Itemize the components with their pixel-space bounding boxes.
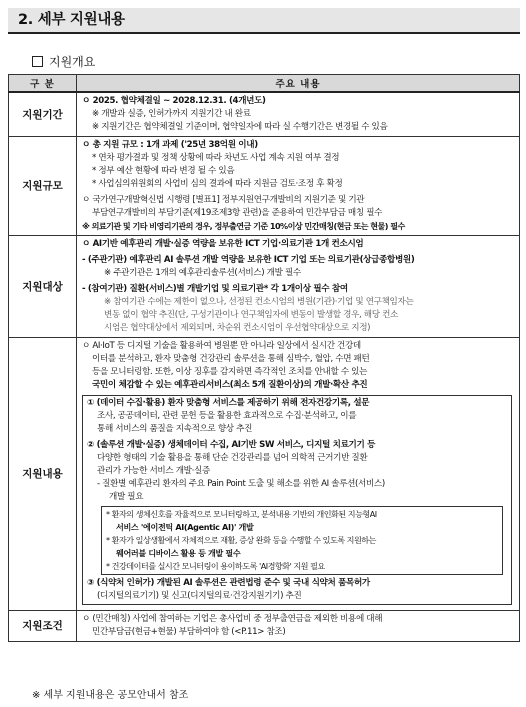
solution-item: 관리가 가능한 서비스 개발·실증 (97, 465, 210, 476)
data-item: 조사, 공공데이터, 관련 문헌 등을 활용한 효과적으로 수집·분석하고, 이를 (97, 410, 357, 421)
example-item: 웨어러블 디바이스 활용 등 개발 필수 (116, 547, 241, 558)
condition-line: ㅇ (민간매칭) 사업에 참여하는 기업은 총사업비 중 정부출연금을 제외한 비용에 대해 (82, 613, 383, 624)
support-overview-table (8, 74, 520, 642)
table-row-period (9, 92, 520, 137)
solution-item: 개발 필요 (109, 491, 144, 502)
solution-item: ② (솔루션 개발·실증) 생체데이터 수집, AI기반 SW 서비스, 디지털 치료기기 등 (87, 439, 376, 450)
scale-note: ※ 의료기관 및 기타 비영리기관의 경우, 정부출연금 기준 10%이상 민간매칭(현금 또는 현물) 필수 (82, 220, 405, 231)
scale-line: 부담연구개발비의 부담기준(제19조제3항 관련)을 준용하여 민간부담금 매칭 필수 (92, 207, 383, 218)
header-main-content: 주요 내용 (77, 75, 520, 92)
data-item: ① (데이터 수집·활용) 환자 맞춤형 서비스를 제공하기 위해 전자건강기록, 설문 (87, 397, 370, 408)
example-item: * 환자가 일상생활에서 자체적으로 재활, 증상 완화 등을 수행할 수 있도록 지원하는 (106, 534, 376, 545)
row-label-scale: 지원규모 (9, 136, 77, 235)
row-content-condition (77, 610, 520, 641)
target-line: - (주관기관) 예후관리 AI 솔루션 개발 역량을 보유한 ICT 기업 또는 의료기관(상급종합병원) (82, 254, 415, 265)
solution-item: - 질환별 예후관리 환자의 주요 Pain Point 도출 및 해소를 위한 AI 솔루션(서비스) (97, 478, 385, 489)
example-item: 서비스 '에이전틱 AI(Agentic AI)' 개발 (116, 521, 254, 532)
footnote: ※ 세부 지원내용은 공모안내서 참조 (32, 690, 189, 701)
content-intro: 국민이 체감할 수 있는 예후관리서비스(최소 5개 질환이상)의 개발·확산 추진 (92, 379, 368, 390)
solution-examples-box (101, 506, 503, 575)
target-note: ※ 참여기관 수에는 제한이 없으나, 선정된 컨소시엄의 병원(기관)·기업 및 연구책임자는 (104, 296, 414, 307)
condition-line: 민간부담금(현금+현물) 부담하여야 함 (<P.11> 참조) (92, 626, 286, 637)
data-item: 통해 서비스의 품질을 지속적으로 향상 추진 (97, 423, 253, 434)
period-line: ㅇ 2025. 협약체결일 ~ 2028.12.31. (4개년도) (82, 95, 266, 106)
period-note: ※ 지원기간은 협약체결일 기준이며, 협약일자에 따라 실 수행기간은 변경될 수 있음 (92, 121, 388, 132)
header-category: 구 분 (9, 75, 77, 92)
row-label-content: 지원내용 (9, 337, 77, 610)
cert-item: (디지털의료기기) 및 신고(디지털의료·건강지원기기) 추진 (97, 590, 302, 601)
target-note: 변동 없이 협약 추진(단, 구성기관이나 연구책임자에 변동이 발생할 경우, 해당 컨소 (104, 309, 398, 320)
section-title: 2. 세부 지원내용 (8, 8, 520, 34)
content-detail-box (82, 395, 512, 605)
row-content-period (77, 92, 520, 137)
scale-line: ㅇ 국가연구개발혁신법 시행령 [별표1] 정부지원연구개발비의 지원기준 및 기관 (82, 194, 365, 205)
period-note: ※ 개발과 실증, 인허가까지 지원기간 내 완료 (92, 108, 251, 119)
row-label-condition: 지원조건 (9, 610, 77, 641)
row-label-period: 지원기간 (9, 92, 77, 137)
scale-note: * 연차 평가결과 및 정책 상황에 따라 차년도 사업 계속 지원 여부 결정 (92, 152, 340, 163)
scale-line: ㅇ 총 지원 규모 : 1개 과제 ('25년 38억원 이내) (82, 139, 258, 150)
subsection-title: 지원개요 (49, 54, 96, 69)
cert-item: ③ (식약처 인허가) 개발된 AI 솔루션은 관련법령 준수 및 국내 식약처 품목허가 (87, 577, 370, 588)
scale-note: * 정부 예산 현황에 따라 변경 될 수 있음 (92, 165, 235, 176)
content-intro: 등을 모니터링함. 또한, 이상 징후를 감지하면 즉각적인 조치를 안내할 수 있는 (92, 366, 368, 377)
solution-item: 다양한 형태의 기술 활용을 통해 단순 건강관리를 넘어 의학적 근거기반 질환 (97, 452, 368, 463)
example-item: * 환자의 생체신호를 자율적으로 모니터링하고, 분석내용 기반의 개인화된 지능형AI (106, 508, 377, 519)
row-content-content (77, 337, 520, 610)
content-intro: 이터를 분석하고, 환자 맞춤형 건강관리 솔루션을 통해 심박수, 혈압, 수면 패턴 (92, 353, 370, 364)
scale-note: * 사업심의위원회의 사업비 심의 결과에 따라 지원금 검토·조정 후 확정 (92, 178, 343, 189)
subsection-heading (32, 52, 95, 70)
table-header-row (9, 75, 520, 92)
table-row-scale (9, 136, 520, 235)
target-note: ※ 주관기관은 1개의 예후관리솔루션(서비스) 개발 필수 (104, 267, 301, 278)
table-row-target (9, 235, 520, 337)
target-line: - (참여기관) 질환(서비스)별 개발기업 및 의료기관* 각 1개이상 필수 참여 (82, 283, 348, 294)
content-intro: ㅇ AI·IoT 등 디지털 기술을 활용하여 병원뿐 만 아니라 일상에서 실시간 건강데 (82, 340, 361, 351)
target-note: 시엄은 협약대상에서 제외되며, 차순위 컨소시엄이 우선협약대상으로 지정) (104, 322, 371, 333)
table-row-content (9, 337, 520, 610)
example-item: * 건강데이터를 실시간 모니터링이 용이하도록 'AI경향화' 지원 필요 (106, 560, 325, 571)
row-label-target: 지원대상 (9, 235, 77, 337)
table-row-condition (9, 610, 520, 641)
row-content-target (77, 235, 520, 337)
target-line: ㅇ AI기반 예후관리 개발·실증 역량을 보유한 ICT 기업·의료기관 1개 컨소시엄 (82, 238, 364, 249)
square-bullet-icon (32, 56, 43, 67)
row-content-scale (77, 136, 520, 235)
